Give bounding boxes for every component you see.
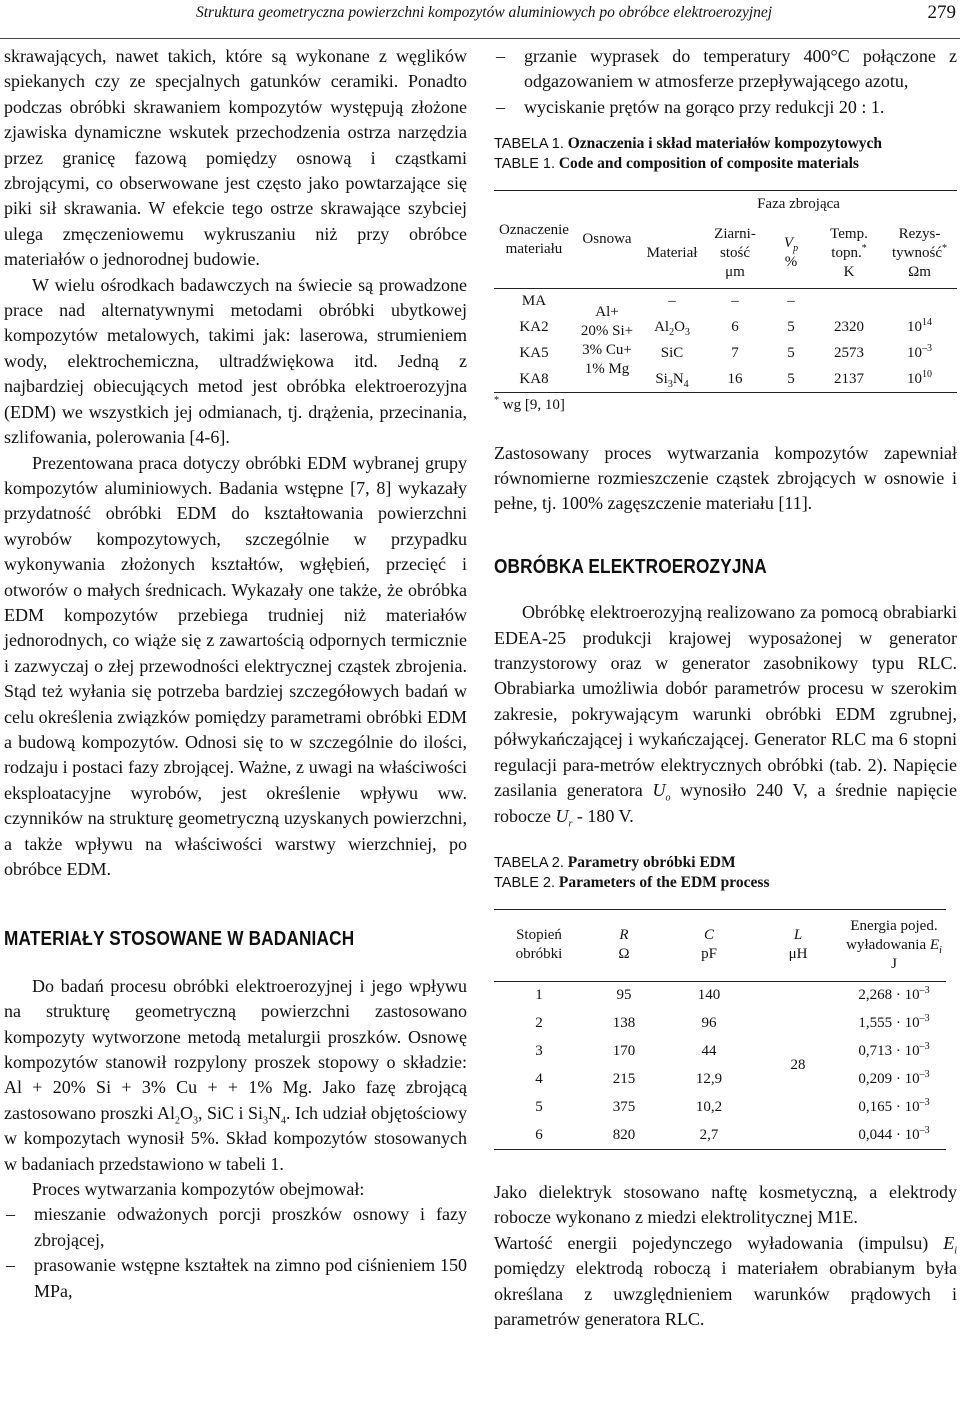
page-header (0, 0, 960, 39)
paragraph: skrawających, nawet takich, które są wykonane z węglików spiekanych czy ze specjalnych gatunków ceramiki. Ponadto podczas obróbki skrawaniem kompozytów występują złożone zjawiska dynamiczne wskutek przechodzenia ostrza narzędzia przez granicę fazową pomiędzy osnową i cząstkami zbrojącymi, co obserwowane jest często jako powtarzające się piki sił skrawania. W efekcie tego ostrze skrawające szybciej ulega zmęczeniowemu wykruszaniu niż przy obróbce materiałów o jednorodnej budowie. (4, 46, 467, 270)
table-row: KA2 $Al_2O_3$ 6 5 2320 $10^{14}$ (519, 317, 932, 339)
header-cell: Oznaczenie materiału (494, 191, 574, 289)
table-row: 1 95 140 28 $2,268 \cdot 10^{-3}$ (494, 981, 946, 1009)
header-cell: C pF (664, 909, 754, 981)
table-row: KA8 $Si_3N_4$ 16 5 2137 $10^{10}$ (519, 368, 932, 390)
list-item: – prasowanie wstępne kształtek na zimno pod ciśnieniem 150 MPa, (4, 1253, 467, 1304)
section-heading-materials: MATERIAŁY STOSOWANE W BADANIACH (4, 928, 355, 951)
table-row: 3 170 44 $0,713 \cdot 10^{-3}$ (535, 1040, 930, 1059)
header-cell: Osnowa (574, 191, 640, 289)
list-item: – mieszanie odważonych porcji proszków osnowy i fazy zbrojącej, (4, 1202, 467, 1253)
table2-edm-parameters (494, 909, 946, 1150)
paragraph: Zastosowany proces wytwarzania kompozytów zapewniał równomierne rozmieszczenie cząstek zbrojących w osnowie i pełne, tj. 100% zagęszczenie materiału [11]. (494, 442, 957, 514)
table-row: 6 820 2,7 $0,044 \cdot 10^{-3}$ (535, 1124, 930, 1143)
header-cell: Faza zbrojąca (757, 196, 840, 213)
table-row: 4 215 12,9 $0,209 \cdot 10^{-3}$ (535, 1068, 930, 1087)
paragraph: Wartość energii pojedynczego wyładowania (impulsu) $E_i$ pomiędzy elektrodą roboczą i materiałem obrabianym była określana z uwzględnieniem warunków prądowych i parametrów generatora RLC. (494, 1232, 957, 1329)
header-cell: $V_p$ % (766, 219, 816, 289)
table1-composition (494, 190, 957, 393)
running-title: Struktura geometryczna powierzchni kompozytów aluminiowych po obróbce elektroerozyjnej (196, 4, 773, 21)
paragraph: W wielu ośrodkach badawczych na świecie są prowadzone prace nad alternatywnymi metodami obróbki ubytkowej kompozytów metalowych, takimi jak: laserowa, strumieniem wody, elektrochemiczna, ultradźwiękowa itd. Jedną z najbardziej obiecujących metod jest obróbka elektroerozyjna (EDM) we wszystkich jej odmianach, tj. drążenia, przecinania, szlifowania, polerowania [4-6]. (4, 274, 467, 448)
table-row: 5 375 10,2 $0,165 \cdot 10^{-3}$ (535, 1096, 930, 1115)
header-cell: Energia pojed. wyładowania $E_i$ J (842, 909, 946, 981)
section-heading-edm: OBRÓBKA ELEKTROEROZYJNA (494, 555, 767, 578)
left-column (4, 44, 467, 1304)
paragraph: Prezentowana praca dotyczy obróbki EDM wybranej grupy kompozytów aluminiowych. Badania wstępne [7, 8] wykazały przydatność obróbki EDM do kształtowania powierzchni wyrobów kompozytowych, szczególnie w przypadku wykonywania złożonych kształtów, wgłębień, przecięć i otworów o małych średnicach. Wykazały one także, że obróbka EDM kompozytów przebiega trudniej niż materiałów jednorodnych, co wiąże się z zawartością odpornych termicznie i zazwyczaj o złej przewodności elektrycznej cząstek zbrojenia. Stąd też wyłania się potrzeba bardziej szczegółowych badań w celu określenia związków pomiędzy parametrami obróbki EDM a budową kompozytów. Odnosi się to w szczególnie do ilości, rodzaju i postaci fazy zbrojącej. Ważne, z uwagi na właściwości eksploatacyjne wyrobów, jest określenie wpływu ww. czynników na strukturę geometryczną uzyskanych powierzchni, a także wpływu na właściwości warstwy wierzchniej, po obróbce EDM. (4, 452, 467, 879)
header-cell: Stopień obróbki (494, 909, 584, 981)
paragraph: Do badań procesu obróbki elektroerozyjnej i jego wpływu na strukturę geometryczną powierzchni zastosowano kompozyty wytworzone metodą metalurgii proszków. Osnowę kompozytów stanowił rozpylony proszek stopowy o składzie: Al + 20% Si + 3% Cu + + 1% Mg. Jako fazę zbrojącą zastosowano proszki $Al_2O_3$, SiC i $Si_3N_4$. Ich udział objętościowy w kompozytach wynosił 5%. Skład kompozytów stosowanych w badaniach przedstawiono w tabeli 1. (4, 975, 467, 1174)
header-cell: L μH (754, 909, 842, 981)
header-cell: Materiał (640, 219, 704, 289)
table1-caption: TABELA 1. Oznaczenia i skład materiałów kompozytowych TABLE 1. Code and composition of composite materials (494, 135, 883, 173)
table-row: 2 138 96 $1,555 \cdot 10^{-3}$ (535, 1012, 930, 1031)
paragraph: Obróbkę elektroerozyjną realizowano za pomocą obrabiarki EDEA-25 produkcji krajowej wyposażonej w generator tranzystorowy oraz w generator zasobnikowy typu RLC. Obrabiarka umożliwia dobór parametrów procesu w szerokim zakresie, pokrywającym warunki obróbki EDM zgrubnej, półwykańczającej i wykańczającej. Generator RLC ma 6 stopni regulacji para-metrów elektrycznych obróbki (tab. 2). Napięcie zasilania generatora $U_o$ wynosiło 240 V, a średnie napięcie robocze $U_r - 180$ V. (494, 602, 957, 830)
table-row: MA Al+ 20% Si+ 3% Cu+ 1% Mg – – – (494, 289, 957, 315)
list-item: – grzanie wyprasek do temperatury 400°C połączone z odgazowaniem w atmosferze przepływającego azotu, (494, 44, 957, 95)
right-column (494, 44, 957, 1332)
inductance-cell: 28 (790, 1056, 806, 1073)
paragraph: Proces wytwarzania kompozytów obejmował: (32, 1179, 365, 1200)
osnowa-cell: Al+ 20% Si+ 3% Cu+ 1% Mg (580, 303, 634, 377)
header-cell: Ziarni-stość μm (704, 219, 766, 289)
page-number: 279 (927, 2, 956, 23)
header-cell: Rezys-tywność* Ωm (882, 219, 957, 289)
paragraph: Jako dielektryk stosowano naftę kosmetyczną, a elektrody robocze wykonano z miedzi elektrolitycznej M1E. (494, 1181, 957, 1228)
table2-caption: TABELA 2. Parametry obróbki EDM TABLE 2. Parameters of the EDM process (494, 853, 770, 891)
table-row: KA5 SiC 7 5 2573 $10^{-3}$ (519, 343, 932, 362)
table1-footnote: * wg [9, 10] (494, 395, 565, 414)
header-cell: Temp. topn.* K (816, 219, 882, 289)
header-cell: R Ω (584, 909, 664, 981)
list-item: – wyciskanie prętów na gorąco przy redukcji 20 : 1. (494, 95, 957, 120)
